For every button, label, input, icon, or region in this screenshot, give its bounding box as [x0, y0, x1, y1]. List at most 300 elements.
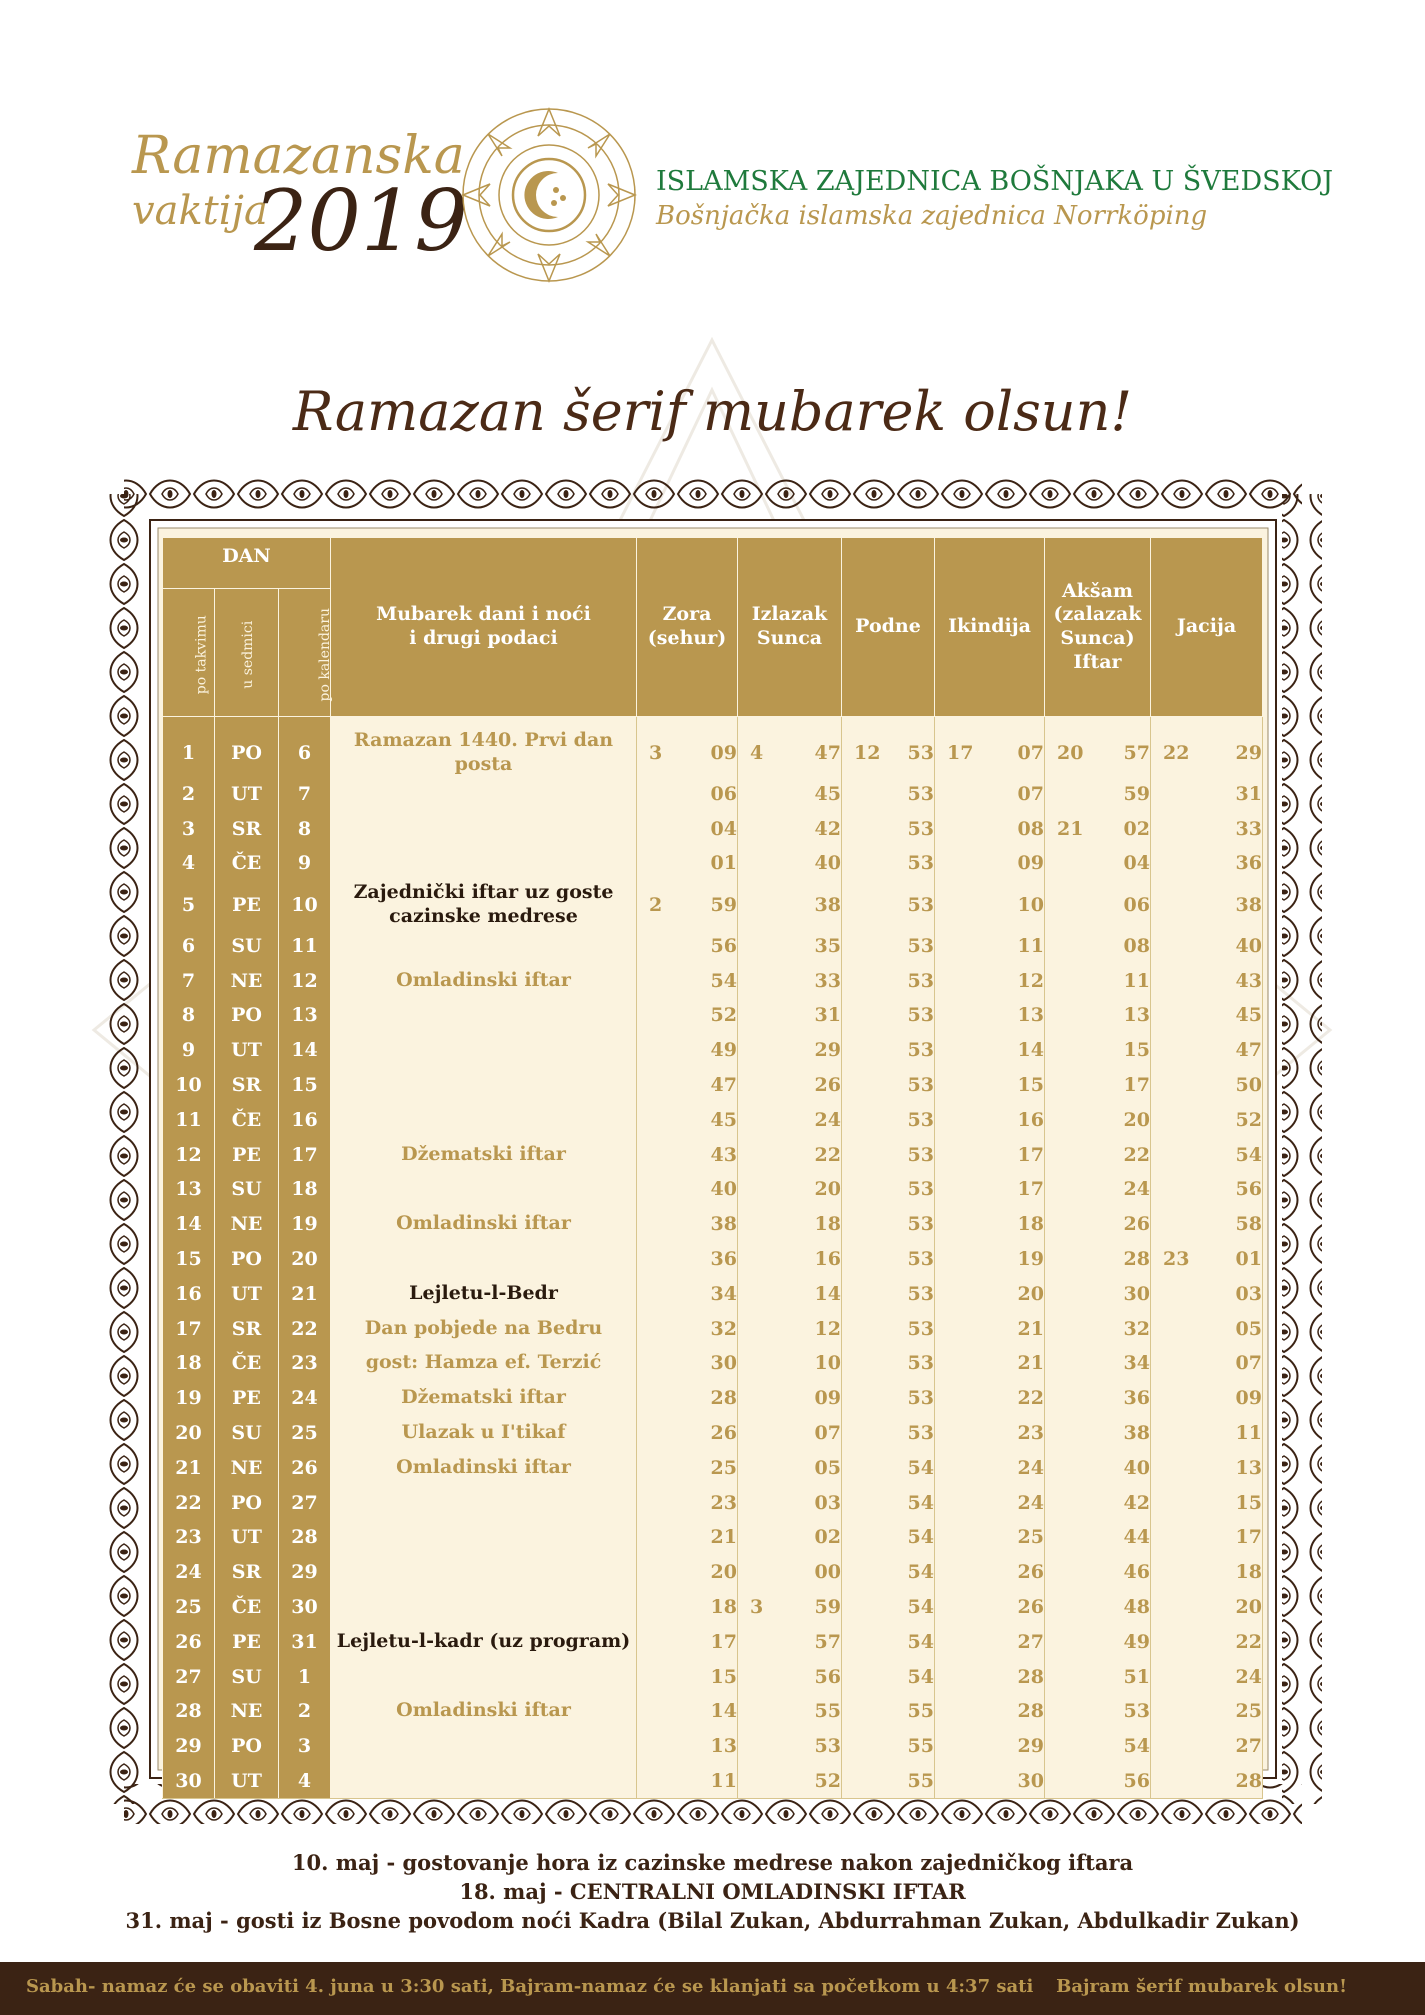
header-podne: Podne — [842, 538, 935, 717]
table-row — [163, 1520, 1263, 1555]
aksam-time — [1045, 846, 1151, 881]
day-weekday: PO — [215, 717, 279, 777]
zora-time — [637, 1590, 738, 1625]
zora-time — [637, 1033, 738, 1068]
bayram-greeting: Bajram šerif mubarek olsun! — [1056, 1976, 1347, 1997]
jacija-hour: 22 — [1163, 741, 1190, 764]
podne-minute: 53 — [907, 1317, 934, 1340]
ikindija-time — [935, 963, 1045, 998]
aksam-minute: 15 — [1123, 1039, 1150, 1062]
izlazak-minute: 24 — [814, 1108, 841, 1131]
ikindija-time — [935, 1659, 1045, 1694]
jacija-time — [1151, 846, 1263, 881]
zora-time — [637, 1346, 738, 1381]
aksam-minute: 59 — [1123, 782, 1150, 805]
aksam-time — [1045, 777, 1151, 812]
day-calendar: 19 — [279, 1207, 331, 1242]
ikindija-minute: 12 — [1017, 969, 1044, 992]
day-calendar: 11 — [279, 928, 331, 963]
podne-time — [842, 1450, 935, 1485]
ikindija-time — [935, 811, 1045, 846]
day-weekday: ČE — [215, 1590, 279, 1625]
table-row — [163, 1137, 1263, 1172]
table-row — [163, 1416, 1263, 1451]
jacija-minute: 18 — [1235, 1561, 1262, 1584]
day-calendar: 17 — [279, 1137, 331, 1172]
podne-time — [842, 1033, 935, 1068]
ikindija-time — [935, 1311, 1045, 1346]
izlazak-minute: 14 — [814, 1282, 841, 1305]
event-note — [331, 1555, 637, 1590]
event-note — [331, 811, 637, 846]
event-note — [331, 1485, 637, 1520]
day-calendar: 9 — [279, 846, 331, 881]
zora-minute: 47 — [710, 1073, 737, 1096]
event-note: Omladinski iftar — [331, 1694, 637, 1729]
podne-minute: 53 — [907, 1178, 934, 1201]
day-weekday: NE — [215, 1450, 279, 1485]
day-calendar: 22 — [279, 1311, 331, 1346]
podne-time — [842, 1381, 935, 1416]
ikindija-minute: 18 — [1017, 1213, 1044, 1236]
event-note: Dan pobjede na Bedru — [331, 1311, 637, 1346]
day-ramadan: 1 — [163, 717, 215, 777]
izlazak-time — [738, 998, 842, 1033]
day-weekday: UT — [215, 1520, 279, 1555]
day-ramadan: 13 — [163, 1172, 215, 1207]
header-zora: Zora (sehur) — [637, 538, 738, 717]
day-calendar: 24 — [279, 1381, 331, 1416]
aksam-minute: 32 — [1123, 1317, 1150, 1340]
day-calendar: 14 — [279, 1033, 331, 1068]
aksam-minute: 44 — [1123, 1526, 1150, 1549]
aksam-minute: 49 — [1123, 1630, 1150, 1653]
podne-minute: 53 — [907, 969, 934, 992]
aksam-time — [1045, 1694, 1151, 1729]
ikindija-time — [935, 881, 1045, 929]
zora-time — [637, 811, 738, 846]
event-note: Omladinski iftar — [331, 963, 637, 998]
zora-minute: 04 — [710, 817, 737, 840]
izlazak-time — [738, 928, 842, 963]
izlazak-time — [738, 1137, 842, 1172]
zora-minute: 30 — [710, 1352, 737, 1375]
greeting-heading: Ramazan šerif mubarek olsun! — [292, 380, 1133, 443]
event-note: Lejletu-l-kadr (uz program) — [331, 1624, 637, 1659]
event-note: Zajednički iftar uz goste cazinske medrese — [331, 881, 637, 929]
table-row — [163, 1450, 1263, 1485]
zora-minute: 25 — [710, 1456, 737, 1479]
ikindija-minute: 22 — [1017, 1387, 1044, 1410]
izlazak-time — [738, 1729, 842, 1764]
ikindija-time — [935, 1207, 1045, 1242]
day-calendar: 10 — [279, 881, 331, 929]
izlazak-minute: 29 — [814, 1039, 841, 1062]
izlazak-minute: 26 — [814, 1073, 841, 1096]
aksam-minute: 26 — [1123, 1213, 1150, 1236]
org-title: ISLAMSKA ZAJEDNICA BOŠNJAKA U ŠVEDSKOJ — [656, 166, 1334, 197]
podne-minute: 53 — [907, 1213, 934, 1236]
aksam-minute: 42 — [1123, 1491, 1150, 1514]
day-calendar: 6 — [279, 717, 331, 777]
day-calendar: 1 — [279, 1659, 331, 1694]
aksam-minute: 38 — [1123, 1421, 1150, 1444]
podne-time — [842, 1764, 935, 1799]
jacija-minute: 27 — [1235, 1735, 1262, 1758]
table-row — [163, 777, 1263, 812]
day-weekday: SU — [215, 1172, 279, 1207]
footer-note: 31. maj - gosti iz Bosne povodom noći Kadra (Bilal Zukan, Abdurrahman Zukan, Abdulkadir Zukan) — [125, 1908, 1300, 1933]
podne-time — [842, 881, 935, 929]
izlazak-minute: 22 — [814, 1143, 841, 1166]
podne-time — [842, 998, 935, 1033]
aksam-minute: 20 — [1123, 1108, 1150, 1131]
ikindija-time — [935, 928, 1045, 963]
zora-time — [637, 1520, 738, 1555]
aksam-time — [1045, 1520, 1151, 1555]
podne-minute: 55 — [907, 1700, 934, 1723]
jacija-minute: 52 — [1235, 1108, 1262, 1131]
jacija-time — [1151, 1068, 1263, 1103]
aksam-minute: 40 — [1123, 1456, 1150, 1479]
aksam-time — [1045, 1207, 1151, 1242]
ikindija-time — [935, 1102, 1045, 1137]
ikindija-minute: 29 — [1017, 1735, 1044, 1758]
day-ramadan: 14 — [163, 1207, 215, 1242]
jacija-minute: 15 — [1235, 1491, 1262, 1514]
ikindija-minute: 09 — [1017, 852, 1044, 875]
izlazak-time — [738, 1102, 842, 1137]
izlazak-minute: 12 — [814, 1317, 841, 1340]
table-row — [163, 1729, 1263, 1764]
podne-time — [842, 928, 935, 963]
header-mubarek: Mubarek dani i noći i drugi podaci — [331, 538, 637, 717]
aksam-minute: 54 — [1123, 1735, 1150, 1758]
ikindija-time — [935, 1172, 1045, 1207]
jacija-minute: 25 — [1235, 1700, 1262, 1723]
aksam-time — [1045, 1624, 1151, 1659]
jacija-minute: 43 — [1235, 969, 1262, 992]
podne-hour: 12 — [854, 741, 881, 764]
table-row — [163, 1102, 1263, 1137]
podne-time — [842, 717, 935, 777]
day-weekday: UT — [215, 1033, 279, 1068]
event-note — [331, 1033, 637, 1068]
header-dan: DAN — [163, 538, 331, 589]
podne-minute: 54 — [907, 1561, 934, 1584]
day-weekday: SR — [215, 1555, 279, 1590]
jacija-minute: 07 — [1235, 1352, 1262, 1375]
jacija-hour: 23 — [1163, 1247, 1190, 1270]
podne-minute: 53 — [907, 852, 934, 875]
table-row — [163, 963, 1263, 998]
jacija-minute: 01 — [1235, 1247, 1262, 1270]
jacija-minute: 13 — [1235, 1456, 1262, 1479]
ikindija-minute: 28 — [1017, 1700, 1044, 1723]
izlazak-time — [738, 1520, 842, 1555]
day-calendar: 16 — [279, 1102, 331, 1137]
aksam-minute: 46 — [1123, 1561, 1150, 1584]
podne-minute: 53 — [907, 741, 934, 764]
zora-minute: 52 — [710, 1004, 737, 1027]
day-ramadan: 3 — [163, 811, 215, 846]
ikindija-minute: 21 — [1017, 1352, 1044, 1375]
day-ramadan: 5 — [163, 881, 215, 929]
zora-time — [637, 1659, 738, 1694]
izlazak-time — [738, 1381, 842, 1416]
aksam-time — [1045, 1102, 1151, 1137]
event-note: Ulazak u I'tikaf — [331, 1416, 637, 1451]
zora-time — [637, 963, 738, 998]
ikindija-time — [935, 1137, 1045, 1172]
ikindija-time — [935, 1764, 1045, 1799]
day-ramadan: 21 — [163, 1450, 215, 1485]
day-weekday: SR — [215, 811, 279, 846]
izlazak-time — [738, 1311, 842, 1346]
izlazak-minute: 38 — [814, 893, 841, 916]
ikindija-hour: 17 — [947, 741, 974, 764]
zora-time — [637, 1137, 738, 1172]
izlazak-time — [738, 1590, 842, 1625]
podne-time — [842, 963, 935, 998]
izlazak-time — [738, 1450, 842, 1485]
jacija-time — [1151, 963, 1263, 998]
aksam-time — [1045, 1416, 1151, 1451]
zora-time — [637, 1102, 738, 1137]
ikindija-minute: 07 — [1017, 782, 1044, 805]
ikindija-time — [935, 1555, 1045, 1590]
table-row — [163, 998, 1263, 1033]
podne-time — [842, 1590, 935, 1625]
day-ramadan: 28 — [163, 1694, 215, 1729]
jacija-minute: 28 — [1235, 1769, 1262, 1792]
ikindija-minute: 16 — [1017, 1108, 1044, 1131]
zora-time — [637, 1381, 738, 1416]
ikindija-time — [935, 1381, 1045, 1416]
aksam-time — [1045, 1033, 1151, 1068]
izlazak-time — [738, 1694, 842, 1729]
day-weekday: PE — [215, 881, 279, 929]
zora-time — [637, 881, 738, 929]
ikindija-minute: 10 — [1017, 893, 1044, 916]
podne-minute: 53 — [907, 1108, 934, 1131]
zora-minute: 26 — [710, 1421, 737, 1444]
aksam-time — [1045, 998, 1151, 1033]
event-note — [331, 998, 637, 1033]
zora-minute: 36 — [710, 1247, 737, 1270]
footer-note: 18. maj - CENTRALNI OMLADINSKI IFTAR — [459, 1879, 966, 1904]
izlazak-minute: 47 — [814, 741, 841, 764]
day-calendar: 2 — [279, 1694, 331, 1729]
zora-minute: 11 — [710, 1769, 737, 1792]
izlazak-minute: 16 — [814, 1247, 841, 1270]
ikindija-minute: 11 — [1017, 934, 1044, 957]
table-row — [163, 1311, 1263, 1346]
zora-minute: 17 — [710, 1630, 737, 1653]
zora-hour: 2 — [649, 893, 663, 916]
day-weekday: PE — [215, 1137, 279, 1172]
zora-time — [637, 846, 738, 881]
event-note — [331, 1242, 637, 1277]
day-weekday: UT — [215, 777, 279, 812]
izlazak-minute: 09 — [814, 1387, 841, 1410]
header-aksam: Akšam (zalazak Sunca) Iftar — [1045, 538, 1151, 717]
aksam-time — [1045, 1172, 1151, 1207]
day-weekday: SU — [215, 1659, 279, 1694]
day-ramadan: 6 — [163, 928, 215, 963]
izlazak-time — [738, 1172, 842, 1207]
ikindija-time — [935, 777, 1045, 812]
day-calendar: 25 — [279, 1416, 331, 1451]
izlazak-time — [738, 1242, 842, 1277]
jacija-minute: 45 — [1235, 1004, 1262, 1027]
header-ikindija: Ikindija — [935, 538, 1045, 717]
jacija-minute: 17 — [1235, 1526, 1262, 1549]
event-note: gost: Hamza ef. Terzić — [331, 1346, 637, 1381]
day-ramadan: 23 — [163, 1520, 215, 1555]
day-calendar: 13 — [279, 998, 331, 1033]
event-note: Omladinski iftar — [331, 1207, 637, 1242]
jacija-time — [1151, 881, 1263, 929]
day-calendar: 20 — [279, 1242, 331, 1277]
event-note — [331, 1068, 637, 1103]
podne-minute: 54 — [907, 1630, 934, 1653]
zora-minute: 09 — [710, 741, 737, 764]
day-ramadan: 4 — [163, 846, 215, 881]
izlazak-minute: 07 — [814, 1421, 841, 1444]
day-ramadan: 26 — [163, 1624, 215, 1659]
jacija-minute: 20 — [1235, 1595, 1262, 1618]
table-row — [163, 811, 1263, 846]
podne-minute: 53 — [907, 817, 934, 840]
footer-notes — [0, 1848, 1425, 1935]
podne-time — [842, 1416, 935, 1451]
podne-time — [842, 1137, 935, 1172]
podne-time — [842, 777, 935, 812]
podne-minute: 54 — [907, 1456, 934, 1479]
izlazak-time — [738, 1276, 842, 1311]
izlazak-time — [738, 777, 842, 812]
jacija-time — [1151, 1033, 1263, 1068]
event-note — [331, 1590, 637, 1625]
day-calendar: 3 — [279, 1729, 331, 1764]
podne-time — [842, 846, 935, 881]
day-ramadan: 19 — [163, 1381, 215, 1416]
zora-time — [637, 1068, 738, 1103]
zora-minute: 15 — [710, 1665, 737, 1688]
day-ramadan: 15 — [163, 1242, 215, 1277]
zora-time — [637, 928, 738, 963]
podne-minute: 53 — [907, 1247, 934, 1270]
aksam-minute: 51 — [1123, 1665, 1150, 1688]
podne-time — [842, 811, 935, 846]
day-ramadan: 20 — [163, 1416, 215, 1451]
zora-time — [637, 717, 738, 777]
jacija-time — [1151, 1381, 1263, 1416]
jacija-time — [1151, 1207, 1263, 1242]
jacija-time — [1151, 1137, 1263, 1172]
ikindija-minute: 17 — [1017, 1178, 1044, 1201]
header-izlazak: Izlazak Sunca — [738, 538, 842, 717]
day-calendar: 29 — [279, 1555, 331, 1590]
aksam-time — [1045, 928, 1151, 963]
izlazak-time — [738, 1346, 842, 1381]
table-row — [163, 1485, 1263, 1520]
ikindija-time — [935, 1450, 1045, 1485]
ikindija-time — [935, 717, 1045, 777]
table-row — [163, 1068, 1263, 1103]
ikindija-time — [935, 846, 1045, 881]
izlazak-minute: 57 — [814, 1630, 841, 1653]
aksam-time — [1045, 1276, 1151, 1311]
day-calendar: 7 — [279, 777, 331, 812]
day-calendar: 23 — [279, 1346, 331, 1381]
zora-time — [637, 1624, 738, 1659]
izlazak-time — [738, 1485, 842, 1520]
day-weekday: PE — [215, 1624, 279, 1659]
aksam-hour: 20 — [1057, 741, 1084, 764]
podne-time — [842, 1102, 935, 1137]
jacija-minute: 40 — [1235, 934, 1262, 957]
aksam-time — [1045, 1729, 1151, 1764]
event-note: Džematski iftar — [331, 1381, 637, 1416]
zora-minute: 38 — [710, 1213, 737, 1236]
aksam-time — [1045, 1311, 1151, 1346]
jacija-minute: 36 — [1235, 852, 1262, 875]
ikindija-minute: 24 — [1017, 1456, 1044, 1479]
podne-minute: 53 — [907, 1004, 934, 1027]
ikindija-time — [935, 998, 1045, 1033]
table-row — [163, 1033, 1263, 1068]
table-row — [163, 1555, 1263, 1590]
podne-time — [842, 1694, 935, 1729]
jacija-time — [1151, 1694, 1263, 1729]
zora-minute: 18 — [710, 1595, 737, 1618]
day-ramadan: 22 — [163, 1485, 215, 1520]
aksam-time — [1045, 811, 1151, 846]
jacija-minute: 24 — [1235, 1665, 1262, 1688]
izlazak-time — [738, 1764, 842, 1799]
table-row — [163, 1242, 1263, 1277]
ikindija-time — [935, 1276, 1045, 1311]
zora-minute: 45 — [710, 1108, 737, 1131]
aksam-minute: 34 — [1123, 1352, 1150, 1375]
jacija-time — [1151, 1242, 1263, 1277]
event-note — [331, 928, 637, 963]
jacija-time — [1151, 928, 1263, 963]
day-weekday: UT — [215, 1764, 279, 1799]
izlazak-time — [738, 1207, 842, 1242]
zora-time — [637, 1764, 738, 1799]
ikindija-time — [935, 1033, 1045, 1068]
podne-time — [842, 1068, 935, 1103]
table-row — [163, 881, 1263, 929]
jacija-minute: 38 — [1235, 893, 1262, 916]
aksam-time — [1045, 1590, 1151, 1625]
aksam-time — [1045, 1659, 1151, 1694]
podne-time — [842, 1242, 935, 1277]
zora-minute: 28 — [710, 1387, 737, 1410]
table-row — [163, 1207, 1263, 1242]
jacija-time — [1151, 998, 1263, 1033]
day-weekday: UT — [215, 1276, 279, 1311]
jacija-time — [1151, 1311, 1263, 1346]
podne-time — [842, 1659, 935, 1694]
podne-minute: 53 — [907, 1282, 934, 1305]
izlazak-minute: 53 — [814, 1735, 841, 1758]
jacija-time — [1151, 1102, 1263, 1137]
zora-time — [637, 1276, 738, 1311]
